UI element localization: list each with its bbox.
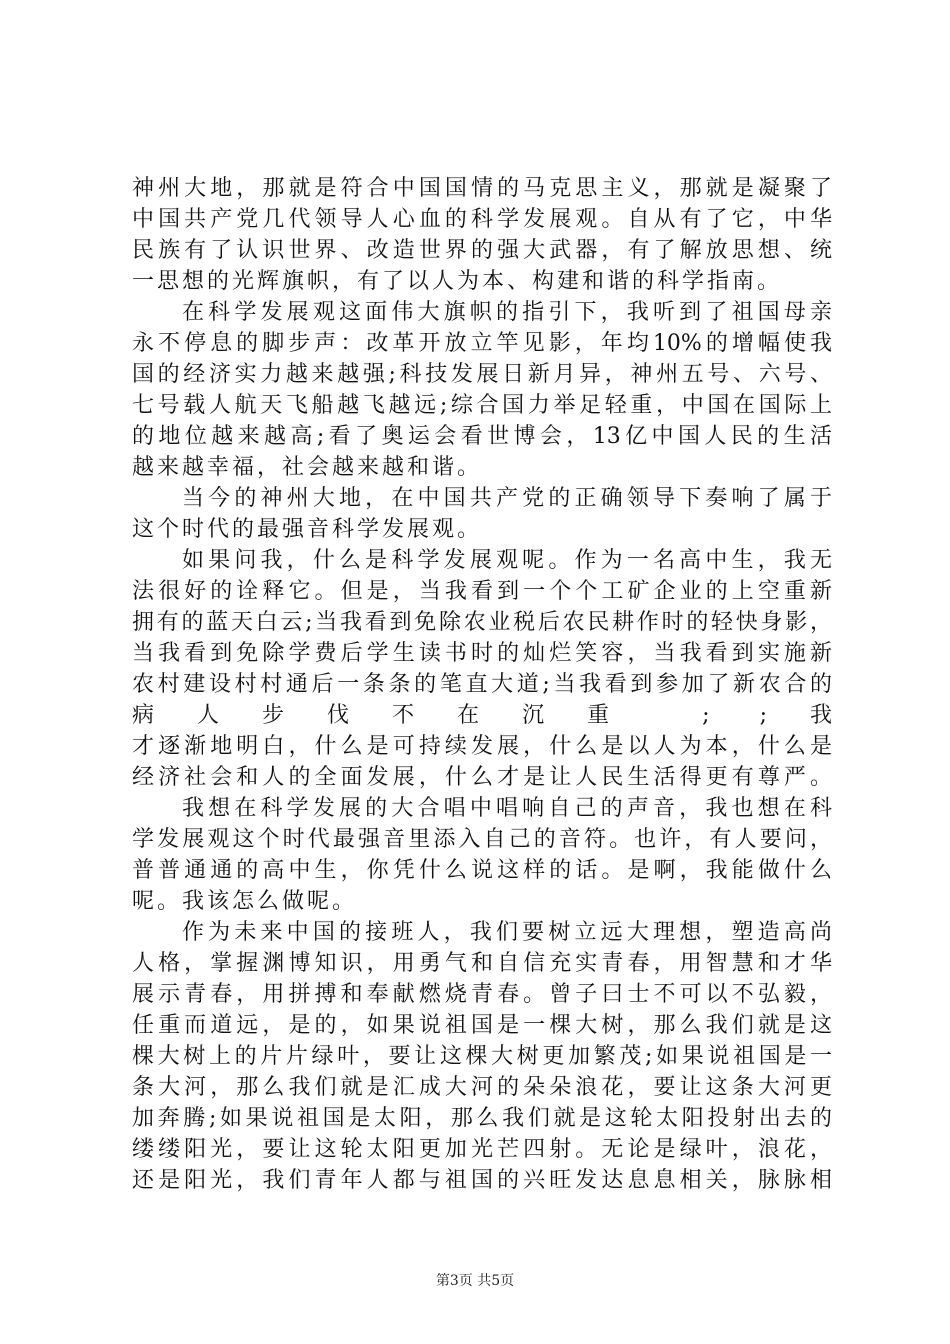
text-line: 越来越幸福，社会越来越和谐。 <box>132 455 483 480</box>
text-line: 才逐渐地明白，什么是可持续发展，什么是以人为本，什么是 <box>132 734 832 759</box>
text-line: 这个时代的最强音科学发展观。 <box>132 517 483 542</box>
text-line: 缕缕阳光，要让这轮太阳更加光芒四射。无论是绿叶，浪花， <box>132 1137 832 1162</box>
page-number-footer: 第3页 共5页 <box>435 1273 515 1289</box>
text-line: 中国共产党几代领导人心血的科学发展观。自从有了它，中华 <box>132 207 832 232</box>
text-line: 拥有的蓝天白云;当我看到免除农业税后农民耕作时的轻快身影， <box>132 610 832 635</box>
document-body <box>132 173 832 1196</box>
text-line: 还是阳光，我们青年人都与祖国的兴旺发达息息相关，脉脉相 <box>132 1168 832 1193</box>
text-line: 神州大地，那就是符合中国国情的马克思主义，那就是凝聚了 <box>132 176 832 201</box>
text-line: 棵大树上的片片绿叶，要让这棵大树更加繁茂;如果说祖国是一 <box>132 1044 832 1069</box>
text-line: 七号载人航天飞船越飞越远;综合国力举足轻重，中国在国际上 <box>132 393 832 418</box>
text-line: 民族有了认识世界、改造世界的强大武器，有了解放思想、统 <box>132 238 832 263</box>
text-line: 呢。我该怎么做呢。 <box>132 889 358 914</box>
text-line: 国的经济实力越来越强;科技发展日新月异，神州五号、六号、 <box>132 362 832 387</box>
text-line: 当我看到免除学费后学生读书时的灿烂笑容，当我看到实施新 <box>132 641 832 666</box>
text-line: 法很好的诠释它。但是，当我看到一个个工矿企业的上空重新 <box>132 579 832 604</box>
text-line: 的地位越来越高;看了奥运会看世博会，13亿中国人民的生活 <box>132 424 832 449</box>
text-line: 永不停息的脚步声：改革开放立竿见影，年均10%的增幅使我 <box>132 331 832 356</box>
text-line: 条大河，那么我们就是汇成大河的朵朵浪花，要让这条大河更 <box>132 1075 832 1100</box>
text-line: 如果问我，什么是科学发展观呢。作为一名高中生，我无 <box>182 548 832 573</box>
text-line: 一思想的光辉旗帜，有了以人为本、构建和谐的科学指南。 <box>132 269 783 294</box>
text-line: 作为未来中国的接班人，我们要树立远大理想，塑造高尚 <box>182 920 832 945</box>
text-line: 任重而道远，是的，如果说祖国是一棵大树，那么我们就是这 <box>132 1013 832 1038</box>
text-line: 普普通通的高中生，你凭什么说这样的话。是啊，我能做什么 <box>132 858 832 883</box>
text-line: 人格，掌握渊博知识，用勇气和自信充实青春，用智慧和才华 <box>132 951 832 976</box>
text-line: 农村建设村村通后一条条的笔直大道;当我看到参加了新农合的 <box>132 672 832 697</box>
text-line: 病人步伐不在沉重 ; ;我 <box>132 703 832 728</box>
text-line: 经济社会和人的全面发展，什么才是让人民生活得更有尊严。 <box>132 765 832 790</box>
text-line: 当今的神州大地，在中国共产党的正确领导下奏响了属于 <box>182 486 832 511</box>
text-line: 加奔腾;如果说祖国是太阳，那么我们就是这轮太阳投射出去的 <box>132 1106 832 1131</box>
text-line: 在科学发展观这面伟大旗帜的指引下，我听到了祖国母亲 <box>182 300 832 325</box>
text-line: 展示青春，用拼搏和奉献燃烧青春。曾子曰士不可以不弘毅， <box>132 982 832 1007</box>
text-line: 学发展观这个时代最强音里添入自己的音符。也许，有人要问， <box>132 827 832 852</box>
text-line: 我想在科学发展的大合唱中唱响自己的声音，我也想在科 <box>182 796 832 821</box>
